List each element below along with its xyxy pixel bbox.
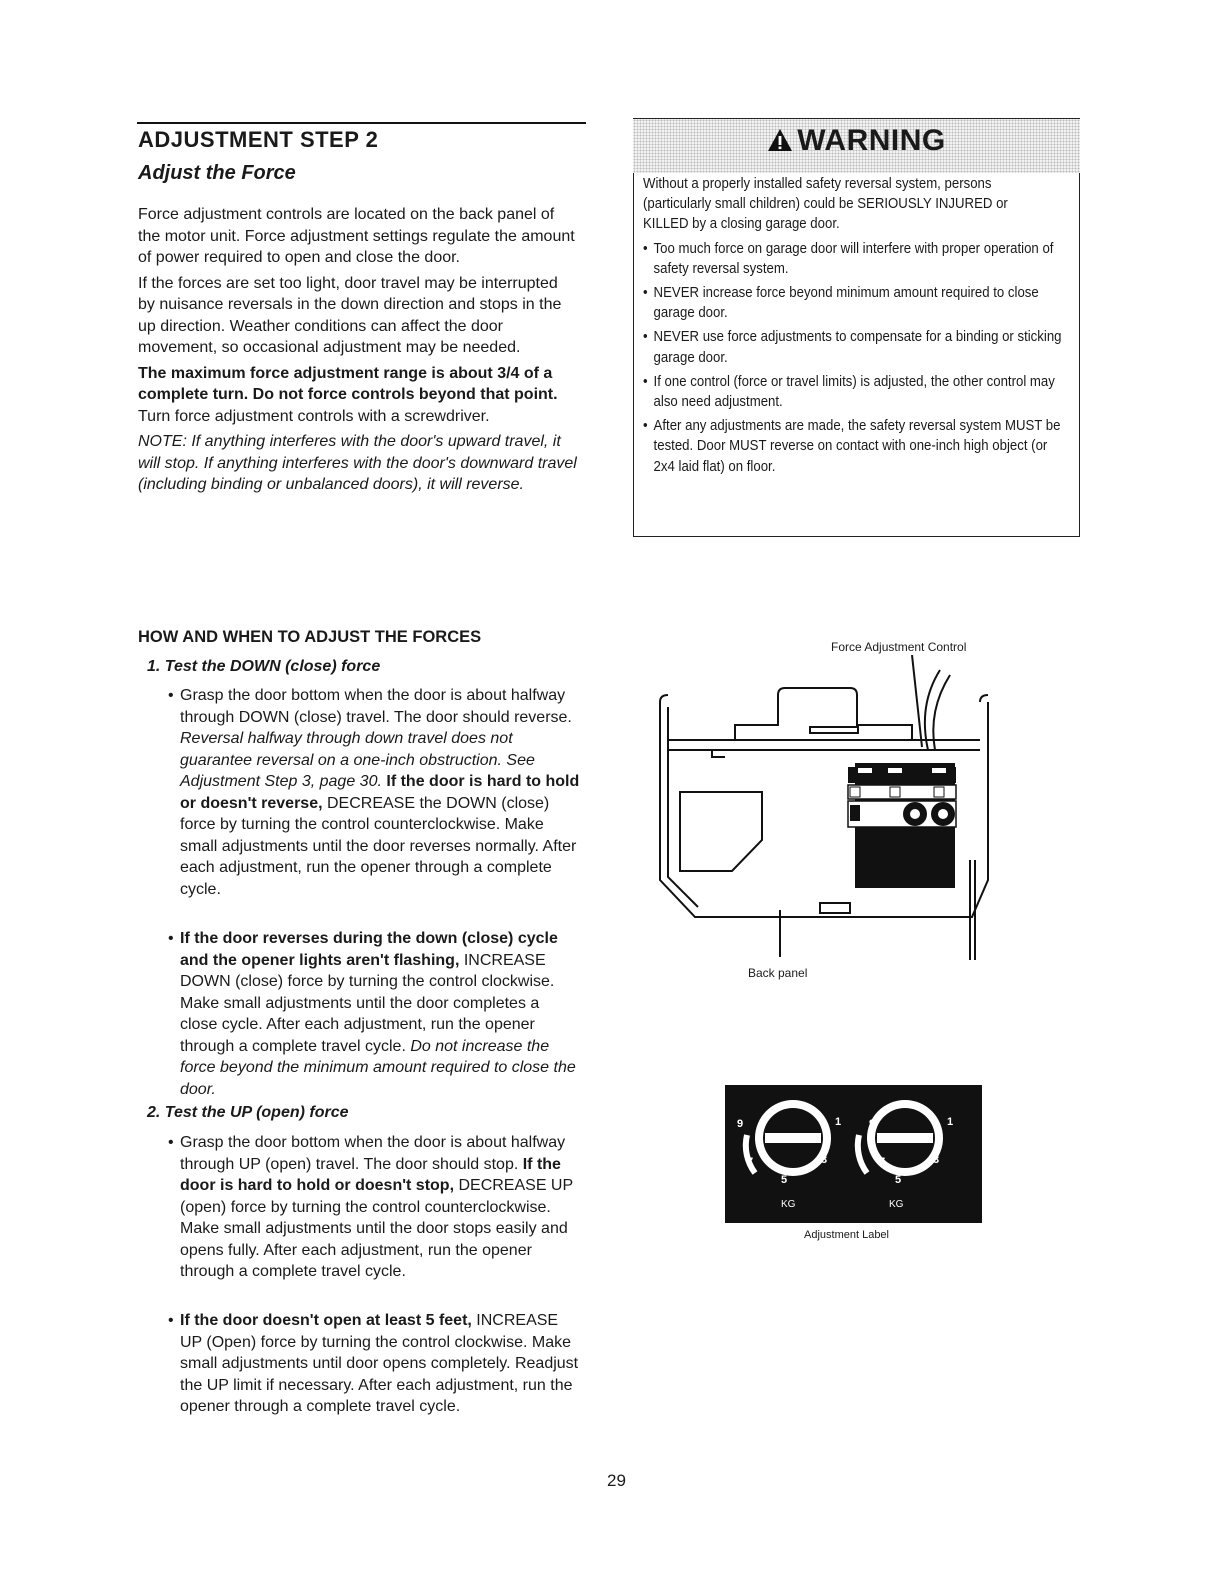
warning-title-text: WARNING [797,124,946,157]
dial-unit: KG [889,1199,904,1210]
bullet-italic-text: Do not increase the force beyond the minimum amount required to close the door. [180,1037,576,1098]
bullet-bold-text: If the door doesn't open at least 5 feet, [180,1312,472,1329]
bullet-dot: • [168,1312,174,1329]
bullet-dot: • [168,1134,174,1151]
intro-paragraph: If the forces are set too light, door travel may be interrupted by nuisance reversals in the down direction and stops in the up direction. Weather conditions can affect the door movement, so occasional adjustment may be needed. [138,274,562,356]
bullet-dot: • [643,239,648,257]
bullet-bold-text: If the door is hard to hold or doesn't stop, [180,1155,561,1194]
intro-paragraph-text: Turn force adjustment controls with a screwdriver. [138,407,490,425]
warning-bullet-text: NEVER use force adjustments to compensate for a binding or sticking garage door. [653,328,1062,366]
warning-bullet-text: If one control (force or travel limits) is adjusted, the other control may also need adjustment. [653,372,1055,411]
step-subtitle: Adjust the Force [138,162,296,184]
warning-bullet [643,283,1067,323]
dial-number: 5 [781,1174,788,1186]
dial-number: 5 [895,1174,902,1186]
title-rule [137,122,586,124]
bullet-text: DECREASE the DOWN (close) force by turning the control counterclockwise. Make small adjustments until the door reverses normally. After each adjustment, run the opener through a complete cycle. [180,794,577,898]
bullet-italic-text: Reversal halfway through down travel does not guarantee reversal on a one-inch obstruction. See Adjustment Step 3, page 30. [180,730,535,790]
bullet-dot: • [168,930,174,947]
dial-number: 1 [835,1116,842,1128]
warning-intro: Without a properly installed safety reversal system, persons (particularly small children) could be SERIOUSLY INJURED or KILLED by a closing garage door. [643,175,1008,233]
bullet-bold-text: If the door reverses during the down (close) cycle and the opener lights aren't flashing, [180,930,558,969]
warning-bullet [643,416,1067,477]
intro-paragraph [138,363,578,428]
bullet-dot: • [643,372,648,390]
dial-number: 7 [747,1156,754,1168]
bullet-dot: • [168,687,174,704]
adjustment-label-caption: Adjustment Label [804,1229,889,1241]
dial-number: 9 [869,1118,876,1130]
adjustment-label-diagram [725,1085,982,1223]
bullet-dot: • [643,328,648,346]
max-range-warning: The maximum force adjustment range is about 3/4 of a complete turn. Do not force controls beyond that point. [138,364,558,403]
bullet-dot: • [643,284,648,302]
dial-number: 3 [821,1154,828,1166]
bullet-dot: • [643,417,648,435]
intro-paragraph: Force adjustment controls are located on the back panel of the motor unit. Force adjustment settings regulate the amount of power required to open and close the door. [138,206,575,266]
bullet-bold-text: If the door is hard to hold or doesn't reverse, [180,773,580,812]
step-title: ADJUSTMENT STEP 2 [138,127,379,152]
dial-number: 7 [879,1156,886,1168]
section-heading: HOW AND WHEN TO ADJUST THE FORCES [138,628,482,646]
motor-unit-diagram [650,655,995,965]
dial-unit: KG [781,1199,796,1210]
step1-bullet2 [168,928,580,1100]
warning-bullet [643,372,1067,412]
bullet-text: INCREASE UP (Open) force by turning the control clockwise. Make small adjustments until door opens completely. Readjust the UP limit if necessary. After each adjustment, run the opener through a complete travel cycle. [180,1312,579,1415]
page-number: 29 [607,1471,626,1490]
warning-title [633,124,1080,160]
warning-text [643,174,1062,481]
note-paragraph [138,431,578,496]
back-panel-caption: Back panel [748,966,808,980]
note-label: NOTE: [138,433,187,450]
step2-heading: 2. Test the UP (open) force [147,1104,349,1121]
warning-bullet [643,327,1067,367]
dial-number: 9 [737,1118,744,1130]
bullet-text: INCREASE DOWN (close) force by turning the control clockwise. Make small adjustments until the door completes a close cycle. After each adjustment, run the opener through a complete travel cycle. [180,951,555,1055]
warning-bullet-text: Too much force on garage door will interfere with proper operation of safety reversal system. [653,239,1054,277]
dial-number: 1 [947,1116,954,1128]
bullet-text: Grasp the door bottom when the door is about halfway through DOWN (close) travel. The door should reverse. [180,687,572,726]
force-control-caption: Force Adjustment Control [831,640,967,654]
warning-triangle-icon [767,126,793,160]
note-text: If anything interferes with the door's upward travel, it will stop. If anything interferes with the door's downward travel (including binding or unbalanced doors), it will reverse. [138,433,577,493]
step1-heading: 1. Test the DOWN (close) force [147,658,381,675]
warning-bullet-text: NEVER increase force beyond minimum amount required to close garage door. [653,284,1039,322]
intro-section [138,204,578,500]
warning-bullet-text: After any adjustments are made, the safety reversal system MUST be tested. Door MUST reverse on contact with one-inch high object (or 2x4 laid flat) on floor. [653,417,1061,475]
step1-bullet1 [168,685,580,900]
warning-bullet [643,239,1067,279]
bullet-text: DECREASE UP (open) force by turning the control counterclockwise. Make small adjustments until the door stops easily and opens fully. After each adjustment, run the opener through a complete travel cycle. [180,1177,573,1280]
step2-bullet1 [168,1132,580,1283]
step2-bullet2 [168,1310,580,1418]
bullet-text: Grasp the door bottom when the door is about halfway through UP (open) travel. The door should stop. [180,1134,566,1173]
dial-number: 3 [933,1154,940,1166]
